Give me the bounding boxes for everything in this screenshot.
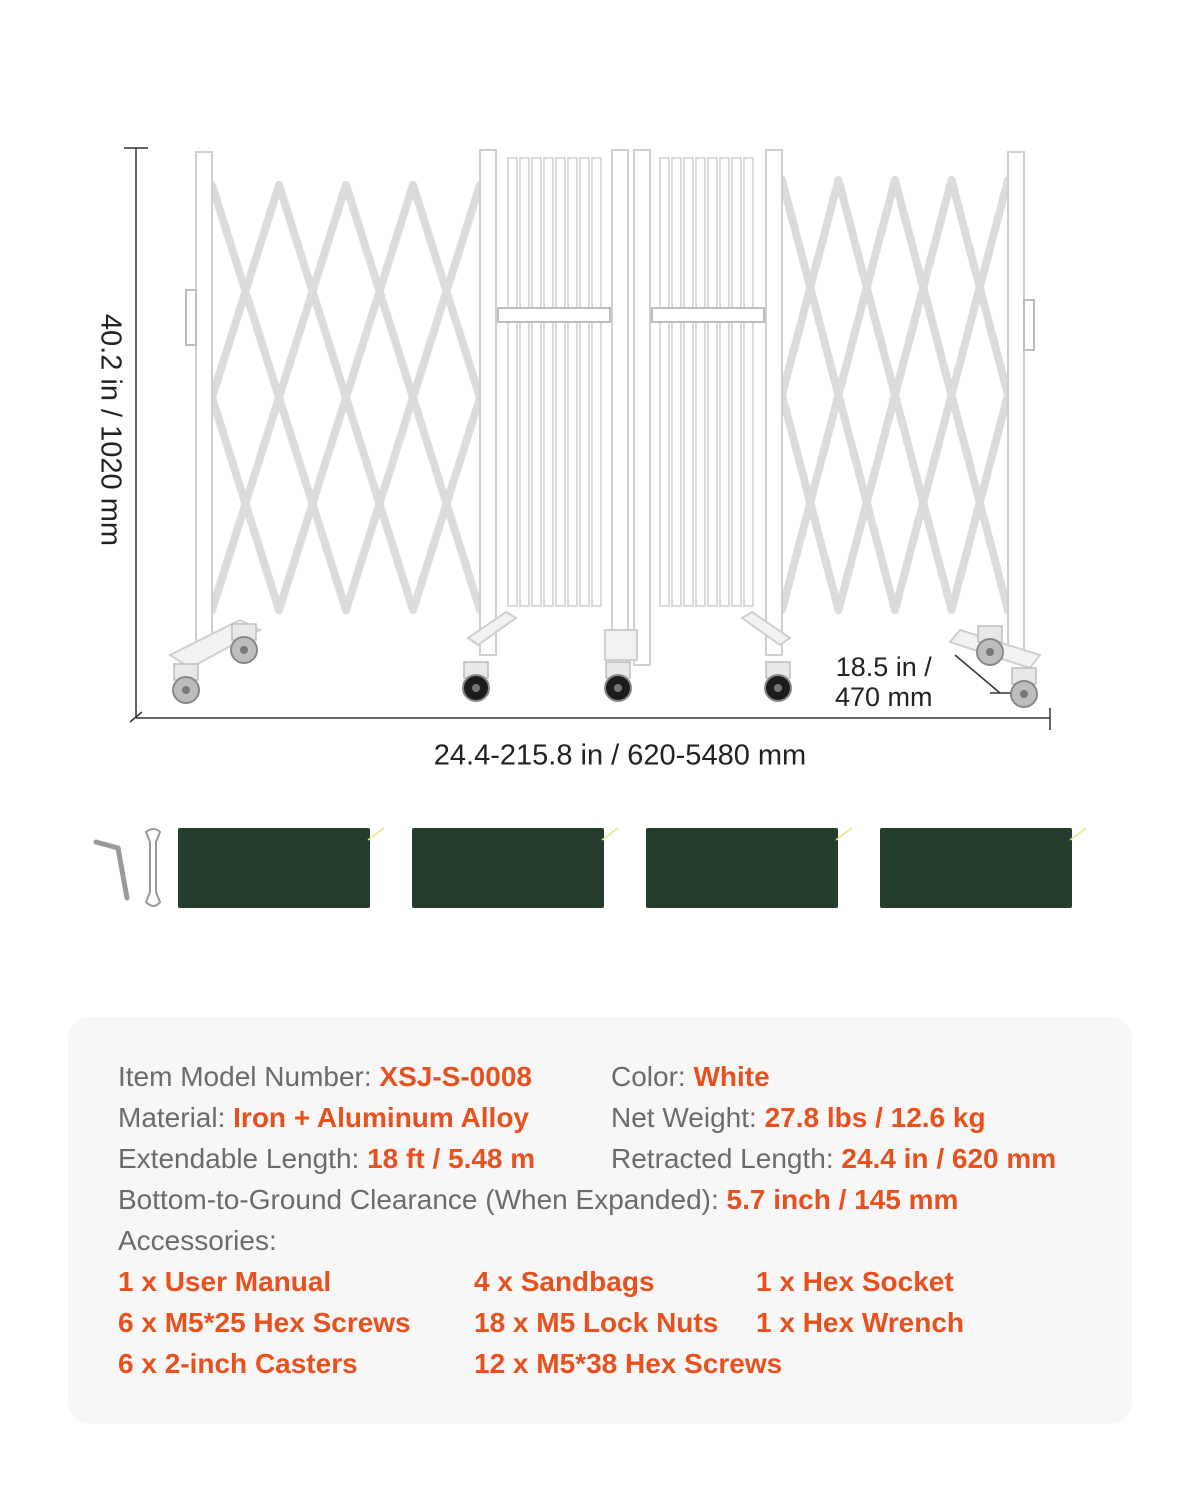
spec-retracted-length [611, 1143, 1056, 1175]
spec-ground-clearance [118, 1184, 958, 1216]
spec-material-label: Material: [118, 1102, 234, 1133]
height-dimension-label: 40.2 in / 1020 mm [94, 313, 127, 547]
spec-extendable-value: 18 ft / 5.48 m [367, 1143, 536, 1174]
spec-model-number [118, 1061, 532, 1093]
accessory-item: 1 x Hex Wrench [756, 1307, 965, 1338]
spec-model-label: Item Model Number: [118, 1061, 380, 1092]
spec-net-weight [611, 1102, 986, 1134]
width-dimension-label: 24.4-215.8 in / 620-5480 mm [433, 739, 807, 772]
sandbag-icon [646, 828, 838, 908]
spec-clearance-value: 5.7 inch / 145 mm [726, 1184, 959, 1215]
spec-retracted-value: 24.4 in / 620 mm [841, 1143, 1057, 1174]
accessory-item: 1 x Hex Socket [756, 1266, 954, 1297]
spec-extendable-length [118, 1143, 535, 1175]
hex-socket-icon [96, 842, 127, 898]
depth-label-line-2: 470 mm [835, 682, 933, 712]
spec-color [611, 1061, 770, 1093]
accessories-heading: Accessories: [118, 1225, 277, 1256]
spec-material-value: Iron + Aluminum Alloy [233, 1102, 529, 1133]
spec-color-label: Color: [611, 1061, 694, 1092]
accessory-item: 12 x M5*38 Hex Screws [474, 1348, 783, 1379]
spec-clearance-label: Bottom-to-Ground Clearance (When Expanded): [118, 1184, 727, 1215]
sandbag-icon [178, 828, 370, 908]
spec-weight-value: 27.8 lbs / 12.6 kg [764, 1102, 986, 1133]
accessory-item: 6 x M5*25 Hex Screws [118, 1307, 411, 1338]
accessory-item: 4 x Sandbags [474, 1266, 655, 1297]
sandbag-icon [412, 828, 604, 908]
spec-material [118, 1102, 529, 1134]
specification-card [68, 1017, 1132, 1424]
spec-extendable-label: Extendable Length: [118, 1143, 368, 1174]
spec-weight-label: Net Weight: [611, 1102, 765, 1133]
sandbag-icon [880, 828, 1072, 908]
spec-model-value: XSJ-S-0008 [379, 1061, 532, 1092]
spec-retracted-label: Retracted Length: [611, 1143, 842, 1174]
hex-wrench-icon [146, 829, 160, 906]
depth-label-line-1: 18.5 in / [835, 652, 932, 682]
spec-color-value: White [693, 1061, 770, 1092]
accessory-item: 18 x M5 Lock Nuts [474, 1307, 719, 1338]
accessory-item: 6 x 2-inch Casters [118, 1348, 358, 1379]
accessory-item: 1 x User Manual [118, 1266, 332, 1297]
sandbag-group [178, 828, 1086, 908]
